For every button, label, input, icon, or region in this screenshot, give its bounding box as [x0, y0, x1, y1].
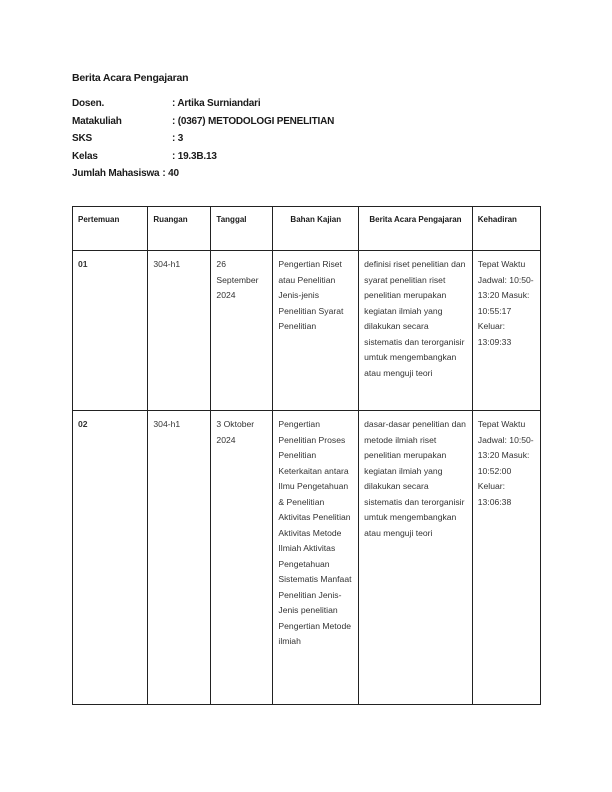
header-tanggal: Tanggal [211, 207, 273, 251]
table-header-row [73, 207, 541, 251]
cell-tanggal: 3 Oktober 2024 [211, 411, 273, 705]
header-ruangan: Ruangan [148, 207, 211, 251]
cell-kehadiran: Tepat Waktu Jadwal: 10:50-13:20 Masuk: 10:55:17 Keluar: 13:09:33 [472, 251, 540, 411]
course-info [72, 98, 334, 186]
cell-ruangan: 304-h1 [148, 411, 211, 705]
info-row-kelas [72, 151, 334, 169]
info-row-sks [72, 133, 334, 151]
info-label: Jumlah Mahasiswa [72, 168, 160, 179]
info-label: SKS [72, 133, 92, 144]
cell-pertemuan: 01 [73, 251, 148, 411]
cell-kehadiran: Tepat Waktu Jadwal: 10:50-13:20 Masuk: 10:52:00 Keluar: 13:06:38 [472, 411, 540, 705]
cell-ruangan: 304-h1 [148, 251, 211, 411]
cell-pertemuan: 02 [73, 411, 148, 705]
page-title: Berita Acara Pengajaran [72, 72, 189, 84]
info-value: : 40 [162, 168, 179, 179]
info-value: : 19.3B.13 [172, 150, 217, 162]
info-label: Dosen. [72, 98, 105, 109]
info-row-jumlah [72, 168, 334, 186]
cell-berita-acara: definisi riset penelitian dan syarat penelitian riset penelitian merupakan kegiatan ilmiah yang dilakukan secara sistematis dan terorganisir umtuk mengembangkan atau menguji teori [359, 251, 473, 411]
cell-berita-acara: dasar-dasar penelitian dan metode ilmiah riset penelitian merupakan kegiatan ilmiah yang dilakukan secara sistematis dan terorganisir umtuk mengembangkan atau menguji teori [359, 411, 473, 705]
info-label: Kelas [72, 150, 98, 162]
table-row [73, 411, 541, 705]
table-row [73, 251, 541, 411]
header-kehadiran: Kehadiran [472, 207, 540, 251]
header-pertemuan: Pertemuan [73, 207, 148, 251]
cell-tanggal: 26 September 2024 [211, 251, 273, 411]
info-value: : Artika Surniandari [172, 98, 261, 109]
info-row-matakuliah [72, 116, 334, 134]
info-value: : (0367) METODOLOGI PENELITIAN [172, 115, 335, 127]
header-bahan-kajian: Bahan Kajian [273, 207, 359, 251]
info-value: : 3 [172, 133, 184, 144]
cell-bahan-kajian: Pengertian Penelitian Proses Penelitian Keterkaitan antara Ilmu Pengetahuan & Penelitian Aktivitas Penelitian Aktivitas Metode Ilmiah Aktivitas Pengetahuan Sistematis Manfaat Penelitian Jenis-Jenis penelitian Pengertian Metode ilmiah [273, 411, 359, 705]
header-berita-acara: Berita Acara Pengajaran [359, 207, 473, 251]
attendance-table [72, 206, 541, 705]
info-row-dosen [72, 98, 334, 116]
info-label: Matakuliah [72, 115, 122, 127]
cell-bahan-kajian: Pengertian Riset atau Penelitian Jenis-jenis Penelitian Syarat Penelitian [273, 251, 359, 411]
